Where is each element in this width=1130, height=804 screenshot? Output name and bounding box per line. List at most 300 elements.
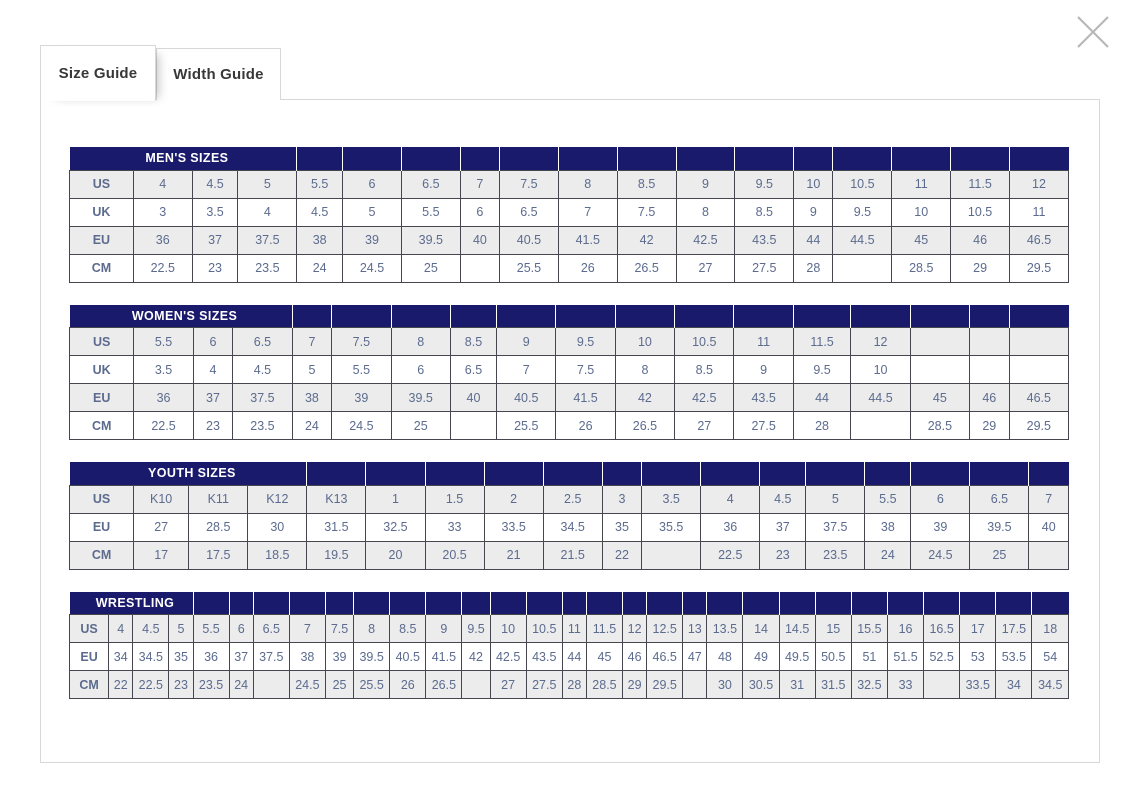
size-cell: 8 — [391, 328, 450, 356]
size-cell: 16 — [887, 615, 923, 643]
size-cell: 34 — [109, 643, 133, 671]
size-cell: 40.5 — [497, 384, 556, 412]
table-header-row — [70, 305, 1069, 328]
size-cell: 24 — [229, 671, 253, 699]
size-cell: 42 — [462, 643, 490, 671]
size-cell: 29.5 — [1010, 254, 1069, 282]
size-cell: 25 — [325, 671, 353, 699]
header-cell — [910, 305, 969, 328]
size-row-us — [70, 485, 1069, 513]
size-cell: 7 — [1029, 485, 1069, 513]
size-cell: 2.5 — [543, 485, 602, 513]
size-cell: 25.5 — [354, 671, 390, 699]
size-cell: 8.5 — [390, 615, 426, 643]
size-row-cm — [70, 412, 1069, 440]
size-cell: 19.5 — [307, 541, 366, 569]
header-cell — [558, 147, 617, 170]
size-cell: 22.5 — [134, 412, 193, 440]
size-cell: 31 — [779, 671, 815, 699]
size-table-womens — [69, 305, 1069, 441]
header-cell — [497, 305, 556, 328]
size-cell — [1009, 356, 1068, 384]
size-cell: 35 — [169, 643, 193, 671]
header-cell — [366, 462, 425, 485]
size-cell: 1.5 — [425, 485, 484, 513]
size-cell: 10.5 — [833, 170, 892, 198]
size-cell: 6 — [911, 485, 970, 513]
row-label: CM — [70, 541, 134, 569]
size-cell: 6 — [460, 198, 499, 226]
size-cell: 31.5 — [307, 513, 366, 541]
size-row-uk — [70, 356, 1069, 384]
size-cell: 7.5 — [500, 170, 559, 198]
size-cell: 14.5 — [779, 615, 815, 643]
size-cell: 48 — [707, 643, 743, 671]
size-cell: 7 — [289, 615, 325, 643]
size-cell: 37 — [192, 226, 238, 254]
size-cell: 11 — [562, 615, 586, 643]
size-cell: 25.5 — [500, 254, 559, 282]
size-cell: 10.5 — [675, 328, 734, 356]
size-cell: 9.5 — [833, 198, 892, 226]
size-cell: 35 — [602, 513, 641, 541]
size-cell: 13 — [683, 615, 707, 643]
size-cell: 11.5 — [586, 615, 622, 643]
size-cell: 39.5 — [391, 384, 450, 412]
size-cell: 44.5 — [851, 384, 910, 412]
tab-size-guide[interactable] — [40, 45, 156, 101]
size-cell: 7 — [460, 170, 499, 198]
header-cell — [615, 305, 674, 328]
size-cell — [970, 328, 1010, 356]
size-cell: 15.5 — [851, 615, 887, 643]
table-title-wrestling: WRESTLING — [70, 592, 194, 615]
size-cell: 15 — [815, 615, 851, 643]
size-cell: 4 — [238, 198, 297, 226]
header-cell — [307, 462, 366, 485]
header-cell — [924, 592, 960, 615]
size-cell: 27.5 — [735, 254, 794, 282]
row-label: UK — [70, 198, 134, 226]
size-cell: 35.5 — [642, 513, 701, 541]
size-cell: 23 — [169, 671, 193, 699]
size-cell: 7.5 — [556, 356, 615, 384]
size-cell: 8.5 — [735, 198, 794, 226]
size-cell: 37.5 — [233, 384, 292, 412]
size-cell: 3.5 — [192, 198, 238, 226]
size-cell — [1009, 328, 1068, 356]
size-cell: K10 — [134, 485, 189, 513]
size-cell: 23.5 — [806, 541, 865, 569]
size-cell: 39 — [325, 643, 353, 671]
header-cell — [779, 592, 815, 615]
size-cell: 45 — [910, 384, 969, 412]
size-cell: 12.5 — [647, 615, 683, 643]
size-cell: 6 — [391, 356, 450, 384]
table-header-row — [70, 592, 1069, 615]
tab-width-guide-label: Width Guide — [173, 66, 264, 83]
size-cell: 8 — [615, 356, 674, 384]
size-cell: 46 — [970, 384, 1010, 412]
size-row-cm — [70, 254, 1069, 282]
header-cell — [543, 462, 602, 485]
size-cell: 27 — [134, 513, 189, 541]
size-cell: 36 — [193, 643, 229, 671]
size-cell: 41.5 — [426, 643, 462, 671]
size-cell: 22.5 — [701, 541, 760, 569]
size-cell: 7 — [558, 198, 617, 226]
size-cell: 24 — [297, 254, 343, 282]
size-cell: 9.5 — [793, 356, 851, 384]
size-cell: 9.5 — [462, 615, 490, 643]
header-cell — [887, 592, 923, 615]
header-cell — [401, 147, 460, 170]
size-cell: 26.5 — [615, 412, 674, 440]
size-cell: 40.5 — [390, 643, 426, 671]
header-cell — [960, 592, 996, 615]
size-row-eu — [70, 226, 1069, 254]
size-cell: 9 — [794, 198, 833, 226]
size-cell — [851, 412, 910, 440]
size-cell — [1029, 541, 1069, 569]
header-cell — [462, 592, 490, 615]
size-cell — [642, 541, 701, 569]
size-cell: 22.5 — [133, 671, 169, 699]
size-cell: 6.5 — [450, 356, 496, 384]
row-label: US — [70, 328, 134, 356]
size-cell: 5 — [169, 615, 193, 643]
size-cell: 30.5 — [743, 671, 779, 699]
size-cell: 5.5 — [332, 356, 391, 384]
row-label: EU — [70, 384, 134, 412]
size-cell: 6.5 — [401, 170, 460, 198]
header-cell — [851, 592, 887, 615]
size-cell: 28 — [793, 412, 851, 440]
size-row-eu — [70, 513, 1069, 541]
size-cell: 9.5 — [556, 328, 615, 356]
size-cell: 45 — [586, 643, 622, 671]
size-cell: 18 — [1032, 615, 1069, 643]
header-cell — [707, 592, 743, 615]
header-cell — [602, 462, 641, 485]
size-cell: 27 — [490, 671, 526, 699]
size-cell: 4.5 — [297, 198, 343, 226]
size-cell: 4.5 — [233, 356, 292, 384]
size-guide-panel — [40, 99, 1100, 763]
size-cell: 32.5 — [851, 671, 887, 699]
size-cell: 28.5 — [892, 254, 951, 282]
size-cell: 33.5 — [960, 671, 996, 699]
size-cell: 42 — [615, 384, 674, 412]
header-cell — [996, 592, 1032, 615]
size-cell — [970, 356, 1010, 384]
size-cell: 40 — [1029, 513, 1069, 541]
size-cell: 39 — [911, 513, 970, 541]
row-label: CM — [70, 254, 134, 282]
size-cell: 44 — [562, 643, 586, 671]
size-cell: 9 — [426, 615, 462, 643]
size-cell: 3.5 — [134, 356, 193, 384]
size-cell: 33 — [887, 671, 923, 699]
header-cell — [734, 305, 793, 328]
size-cell: 25 — [970, 541, 1029, 569]
table-title-mens: MEN'S SIZES — [70, 147, 297, 170]
header-cell — [289, 592, 325, 615]
size-cell: 44 — [794, 226, 833, 254]
size-row-cm — [70, 671, 1069, 699]
size-cell: 40 — [450, 384, 496, 412]
table-header-row — [70, 147, 1069, 170]
size-cell: 6.5 — [970, 485, 1029, 513]
size-cell: 27 — [676, 254, 735, 282]
header-cell — [833, 147, 892, 170]
size-cell: 39.5 — [401, 226, 460, 254]
size-cell: 52.5 — [924, 643, 960, 671]
size-cell: 4.5 — [133, 615, 169, 643]
size-cell: 34 — [996, 671, 1032, 699]
header-cell — [450, 305, 496, 328]
size-cell: 28.5 — [189, 513, 248, 541]
header-cell — [743, 592, 779, 615]
size-cell: 46.5 — [1010, 226, 1069, 254]
size-cell: 9 — [497, 328, 556, 356]
size-cell: 37 — [229, 643, 253, 671]
size-cell: 37.5 — [238, 226, 297, 254]
size-cell: 11 — [734, 328, 793, 356]
size-cell: 45 — [892, 226, 951, 254]
size-cell: 10.5 — [526, 615, 562, 643]
size-cell: 29 — [951, 254, 1010, 282]
header-cell — [865, 462, 911, 485]
size-cell: 38 — [865, 513, 911, 541]
size-cell — [460, 254, 499, 282]
size-cell: 23 — [760, 541, 806, 569]
size-cell — [450, 412, 496, 440]
size-cell: 20 — [366, 541, 425, 569]
size-row-us — [70, 615, 1069, 643]
size-cell: 24.5 — [911, 541, 970, 569]
size-cell: 37.5 — [806, 513, 865, 541]
size-cell: 43.5 — [526, 643, 562, 671]
size-cell: 17.5 — [996, 615, 1032, 643]
size-cell: 36 — [133, 226, 192, 254]
size-cell: 37 — [760, 513, 806, 541]
table-header-row — [70, 462, 1069, 485]
size-cell: 5 — [238, 170, 297, 198]
size-cell: 5.5 — [193, 615, 229, 643]
size-cell: 17 — [134, 541, 189, 569]
header-cell — [391, 305, 450, 328]
size-cell: 5 — [343, 198, 402, 226]
header-cell — [426, 592, 462, 615]
size-cell: 42.5 — [676, 226, 735, 254]
size-cell: 26.5 — [426, 671, 462, 699]
header-cell — [701, 462, 760, 485]
row-label: UK — [70, 356, 134, 384]
size-cell: 25.5 — [497, 412, 556, 440]
header-cell — [647, 592, 683, 615]
size-cell: K13 — [307, 485, 366, 513]
size-cell: 6.5 — [253, 615, 289, 643]
row-label: US — [70, 170, 134, 198]
header-cell — [460, 147, 499, 170]
header-cell — [253, 592, 289, 615]
size-row-us — [70, 170, 1069, 198]
size-cell: 5.5 — [297, 170, 343, 198]
size-cell: 22 — [109, 671, 133, 699]
size-cell: 34.5 — [543, 513, 602, 541]
size-cell: 25 — [401, 254, 460, 282]
header-cell — [951, 147, 1010, 170]
size-row-eu — [70, 643, 1069, 671]
size-cell: 3 — [133, 198, 192, 226]
size-cell: 1 — [366, 485, 425, 513]
size-cell: 36 — [701, 513, 760, 541]
size-cell: 7 — [292, 328, 332, 356]
header-cell — [892, 147, 951, 170]
size-cell: 26 — [558, 254, 617, 282]
tab-width-guide[interactable] — [156, 48, 281, 100]
size-cell: 27 — [675, 412, 734, 440]
size-cell: 29.5 — [647, 671, 683, 699]
size-cell: 8.5 — [450, 328, 496, 356]
header-cell — [490, 592, 526, 615]
table-title-womens: WOMEN'S SIZES — [70, 305, 293, 328]
header-cell — [760, 462, 806, 485]
size-cell: 24.5 — [289, 671, 325, 699]
header-cell — [623, 592, 647, 615]
row-label: CM — [70, 671, 109, 699]
header-cell — [642, 462, 701, 485]
header-cell — [562, 592, 586, 615]
size-cell: 8.5 — [617, 170, 676, 198]
size-cell: 37 — [193, 384, 233, 412]
size-cell: 40 — [460, 226, 499, 254]
size-cell: 42 — [617, 226, 676, 254]
header-cell — [354, 592, 390, 615]
size-cell: 40.5 — [500, 226, 559, 254]
size-cell: 5 — [806, 485, 865, 513]
size-cell: 38 — [292, 384, 332, 412]
size-cell: 12 — [851, 328, 910, 356]
size-cell: 24 — [292, 412, 332, 440]
header-cell — [617, 147, 676, 170]
size-cell: 29 — [623, 671, 647, 699]
header-cell — [390, 592, 426, 615]
size-cell: 6.5 — [233, 328, 292, 356]
size-cell: 3 — [602, 485, 641, 513]
size-cell: 7 — [497, 356, 556, 384]
size-cell: 11.5 — [793, 328, 851, 356]
size-cell: 6 — [193, 328, 233, 356]
header-cell — [325, 592, 353, 615]
size-cell — [910, 328, 969, 356]
size-cell: 12 — [623, 615, 647, 643]
size-cell: 44 — [793, 384, 851, 412]
row-label: EU — [70, 513, 134, 541]
size-cell: 7.5 — [332, 328, 391, 356]
size-cell: 51.5 — [887, 643, 923, 671]
header-cell — [297, 147, 343, 170]
header-cell — [851, 305, 910, 328]
size-cell: 10 — [892, 198, 951, 226]
size-cell: 10 — [851, 356, 910, 384]
size-cell: 14 — [743, 615, 779, 643]
size-cell: 37.5 — [253, 643, 289, 671]
header-cell — [1032, 592, 1069, 615]
size-cell: 23 — [192, 254, 238, 282]
size-cell: 13.5 — [707, 615, 743, 643]
size-cell: 32.5 — [366, 513, 425, 541]
size-cell: 17.5 — [189, 541, 248, 569]
size-cell: 26.5 — [617, 254, 676, 282]
size-cell: 3.5 — [642, 485, 701, 513]
size-cell: 44.5 — [833, 226, 892, 254]
tab-bar — [40, 44, 1100, 100]
size-cell — [253, 671, 289, 699]
size-cell: 22 — [602, 541, 641, 569]
size-cell: 9.5 — [735, 170, 794, 198]
size-cell — [462, 671, 490, 699]
size-cell: 21 — [484, 541, 543, 569]
size-cell: 21.5 — [543, 541, 602, 569]
size-cell: 43.5 — [735, 226, 794, 254]
size-cell: K11 — [189, 485, 248, 513]
header-cell — [484, 462, 543, 485]
size-cell: 38 — [289, 643, 325, 671]
size-cell: 39.5 — [970, 513, 1029, 541]
header-cell — [794, 147, 833, 170]
size-cell: 23.5 — [233, 412, 292, 440]
size-cell: 24.5 — [343, 254, 402, 282]
size-cell: 31.5 — [815, 671, 851, 699]
header-cell — [1009, 305, 1068, 328]
size-cell: 8.5 — [675, 356, 734, 384]
size-cell: 17 — [960, 615, 996, 643]
size-cell: 28 — [794, 254, 833, 282]
size-cell: 49 — [743, 643, 779, 671]
size-cell: 29.5 — [1009, 412, 1068, 440]
size-cell: 8 — [558, 170, 617, 198]
size-cell: 33 — [425, 513, 484, 541]
size-cell: 4.5 — [760, 485, 806, 513]
size-row-eu — [70, 384, 1069, 412]
size-cell: 25 — [391, 412, 450, 440]
header-cell — [526, 592, 562, 615]
size-cell: 4 — [193, 356, 233, 384]
size-cell: 23 — [193, 412, 233, 440]
size-cell: 49.5 — [779, 643, 815, 671]
header-cell — [793, 305, 851, 328]
size-cell — [910, 356, 969, 384]
size-cell: 46.5 — [647, 643, 683, 671]
header-cell — [425, 462, 484, 485]
header-cell — [332, 305, 391, 328]
size-cell: 6 — [229, 615, 253, 643]
size-cell: 50.5 — [815, 643, 851, 671]
header-cell — [1010, 147, 1069, 170]
size-cell: 28.5 — [910, 412, 969, 440]
header-cell — [675, 305, 734, 328]
size-cell: 11 — [892, 170, 951, 198]
size-cell: 10 — [615, 328, 674, 356]
header-cell — [343, 147, 402, 170]
size-cell: 41.5 — [556, 384, 615, 412]
size-cell: 46 — [623, 643, 647, 671]
size-cell: 27.5 — [526, 671, 562, 699]
size-guide-modal — [40, 44, 1100, 763]
size-cell: 10 — [490, 615, 526, 643]
